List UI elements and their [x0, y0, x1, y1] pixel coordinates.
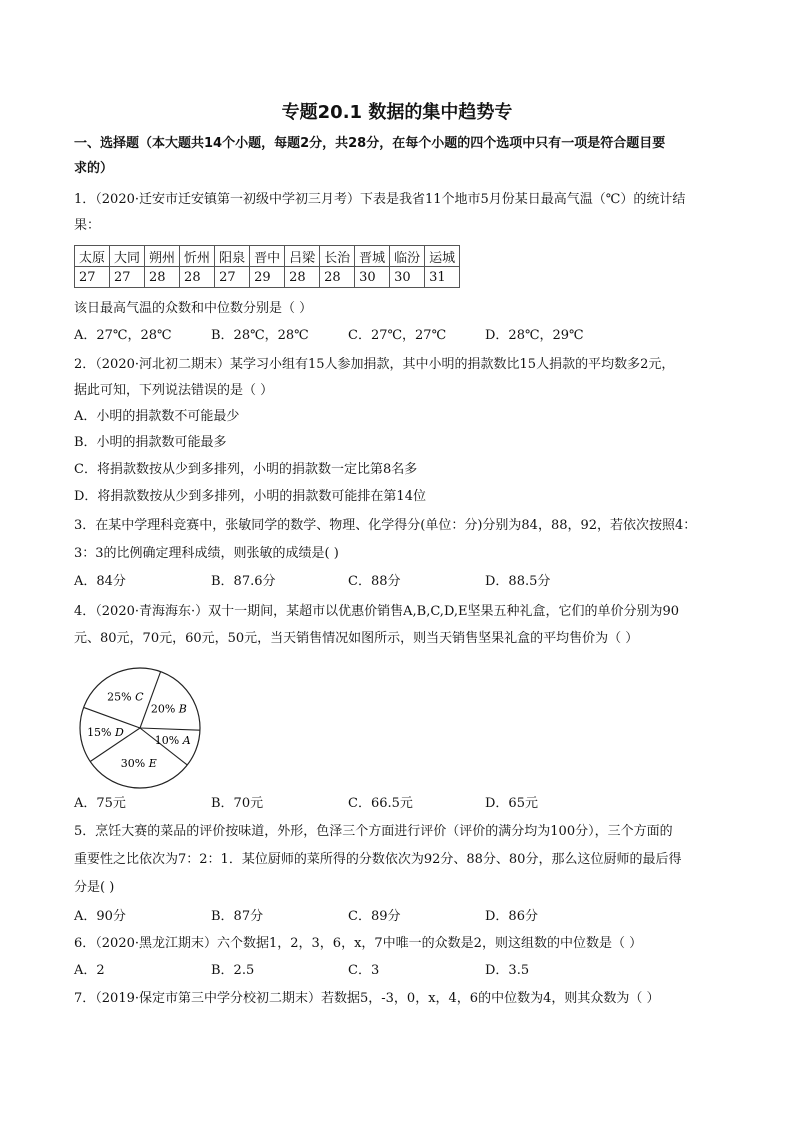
q1-option-d: D．28℃，29℃ — [485, 328, 584, 343]
table-cell: 27 — [215, 267, 250, 288]
q4-option-b: B．70元 — [211, 796, 264, 811]
table-cell: 30 — [355, 267, 390, 288]
table-cell: 朔州 — [145, 246, 180, 267]
q5-line3: 分是( ) — [74, 880, 115, 895]
q5-line2: 重要性之比依次为7：2：1．某位厨师的菜所得的分数依次为92分、88分、80分，那么这位厨师的最后得 — [74, 852, 682, 867]
q5-option-c: C．89分 — [348, 909, 401, 924]
q3-option-b: B．87.6分 — [211, 574, 276, 589]
q3-option-c: C．88分 — [348, 574, 401, 589]
q1-line2: 果： — [74, 218, 101, 233]
q3-option-a: A．84分 — [74, 574, 126, 589]
table-cell: 运城 — [425, 246, 460, 267]
temperature-table — [74, 245, 460, 288]
q6-option-c: C．3 — [348, 963, 380, 978]
pie-label-e: 30% E — [120, 756, 157, 770]
q2-line1: 2．（2020·河北初二期末）某学习小组有15人参加捐款，其中小明的捐款数比15人捐款的平均数多2元， — [74, 357, 675, 372]
q1-option-b: B．28℃，28℃ — [211, 328, 309, 343]
table-cell: 大同 — [110, 246, 145, 267]
table-cell: 30 — [390, 267, 425, 288]
pie-label-d: 15% D — [87, 726, 124, 740]
table-cell: 27 — [75, 267, 110, 288]
q1-stem: 该日最高气温的众数和中位数分别是（ ） — [74, 301, 313, 316]
q5-line1: 5．烹饪大赛的菜品的评价按味道，外形，色泽三个方面进行评价（评价的满分均为100分），三个方面的 — [74, 824, 673, 839]
q5-option-d: D．86分 — [485, 909, 538, 924]
pie-chart — [76, 664, 204, 792]
q5-option-b: B．87分 — [211, 909, 264, 924]
table-cell: 晋中 — [250, 246, 285, 267]
q2-line2: 据此可知，下列说法错误的是（ ） — [74, 383, 274, 398]
q3-line2: 3：3的比例确定理科成绩，则张敏的成绩是( ) — [74, 546, 339, 561]
table-cell: 28 — [180, 267, 215, 288]
table-cell: 28 — [145, 267, 180, 288]
table-cell: 28 — [285, 267, 320, 288]
q4-option-a: A．75元 — [74, 796, 126, 811]
section-heading-cont: 求的） — [74, 161, 114, 176]
q5-option-a: A．90分 — [74, 909, 126, 924]
section-heading: 一、选择题（本大题共14个小题，每题2分，共28分，在每个小题的四个选项中只有一项是符合题目要 — [74, 136, 666, 151]
table-row — [75, 267, 460, 288]
q6-option-a: A．2 — [74, 963, 105, 978]
table-cell: 长治 — [320, 246, 355, 267]
q2-option-d: D．将捐款数按从少到多排列，小明的捐款数可能排在第14位 — [74, 489, 426, 504]
q2-option-c: C．将捐款数按从少到多排列，小明的捐款数一定比第8名多 — [74, 462, 418, 477]
table-cell: 阳泉 — [215, 246, 250, 267]
table-cell: 29 — [250, 267, 285, 288]
pie-label-c: 25% C — [107, 690, 144, 704]
pie-label-a: 10% A — [154, 733, 191, 747]
q4-line2: 元、80元，70元，60元，50元，当天销售情况如图所示，则当天销售坚果礼盒的平均售价为（ ） — [74, 631, 639, 646]
table-cell: 晋城 — [355, 246, 390, 267]
q6-option-b: B．2.5 — [211, 963, 255, 978]
pie-label-b: 20% B — [150, 702, 187, 716]
table-cell: 临汾 — [390, 246, 425, 267]
table-cell: 吕梁 — [285, 246, 320, 267]
q4-option-d: D．65元 — [485, 796, 538, 811]
q4-line1: 4．（2020·青海海东·）双十一期间，某超市以优惠价销售A,B,C,D,E坚果五种礼盒，它们的单价分别为90 — [74, 604, 680, 619]
q6-line1: 6．（2020·黑龙江期末）六个数据1，2，3，6，x，7中唯一的众数是2，则这组数的中位数是（ ） — [74, 936, 643, 951]
table-cell: 28 — [320, 267, 355, 288]
q2-option-a: A．小明的捐款数不可能最少 — [74, 409, 240, 424]
q6-option-d: D．3.5 — [485, 963, 530, 978]
q1-option-a: A．27℃，28℃ — [74, 328, 172, 343]
page-title: 专题20.1 数据的集中趋势专 — [281, 102, 513, 123]
q7-line1: 7．（2019·保定市第三中学分校初二期末）若数据5，-3，0，x，4，6的中位数为4，则其众数为（ ） — [74, 991, 660, 1006]
q2-option-b: B．小明的捐款数可能最多 — [74, 435, 227, 450]
q3-line1: 3．在某中学理科竞赛中，张敏同学的数学、物理、化学得分(单位：分)分别为84，88，92，若依次按照4： — [74, 518, 697, 533]
table-cell: 31 — [425, 267, 460, 288]
q1-line1: 1．（2020·迁安市迁安镇第一初级中学初三月考）下表是我省11个地市5月份某日最高气温（℃）的统计结 — [74, 192, 686, 207]
q1-option-c: C．27℃，27℃ — [348, 328, 447, 343]
table-cell: 27 — [110, 267, 145, 288]
q4-option-c: C．66.5元 — [348, 796, 413, 811]
table-cell: 忻州 — [180, 246, 215, 267]
table-header-row — [75, 246, 460, 267]
table-cell: 太原 — [75, 246, 110, 267]
q3-option-d: D．88.5分 — [485, 574, 551, 589]
